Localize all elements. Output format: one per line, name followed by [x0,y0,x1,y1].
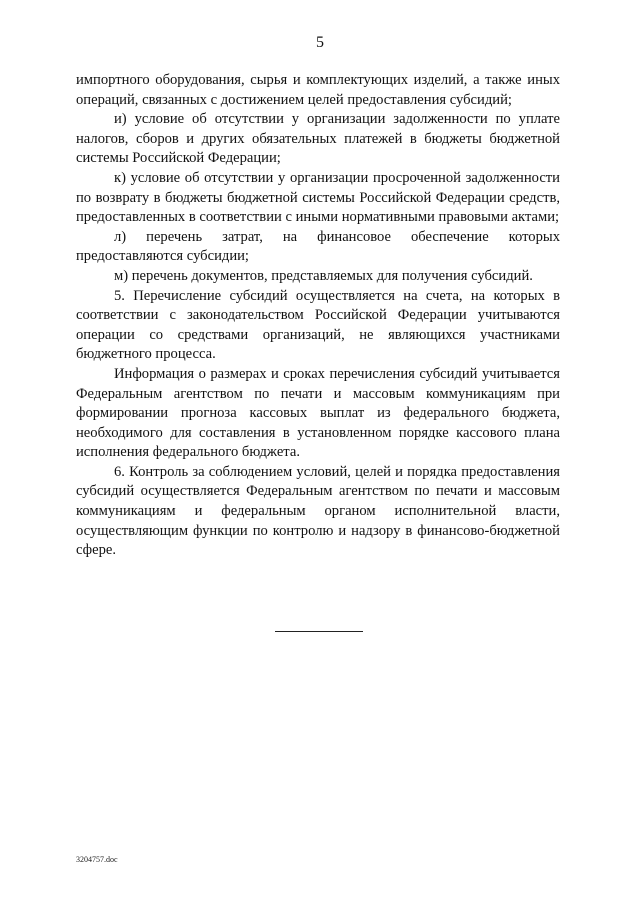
footer-filename: 3204757.doc [76,855,118,864]
document-body [76,71,560,561]
end-of-document-divider [275,631,363,632]
page-number: 5 [316,34,324,51]
paragraph-item-k: к) условие об отсутствии у организации просроченной задолженности по возврату в бюджеты бюджетной системы Российской Федерации средств, предоставленных в соответствии с иными нормативными правовыми актами; [76,169,560,226]
paragraph-information: Информация о размерах и сроках перечисления субсидий учитывается Федеральным агентством по печати и массовым коммуникациям при формировании прогноза кассовых выплат из федерального бюджета, необходимого для составления в установленном порядке кассового плана исполнения федерального бюджета. [76,365,560,461]
paragraph-item-l: л) перечень затрат, на финансовое обеспечение которых предоставляются субсидии; [76,228,560,265]
paragraph-item-i: и) условие об отсутствии у организации задолженности по уплате налогов, сборов и других обязательных платежей в бюджеты бюджетной системы Российской Федерации; [76,111,560,167]
paragraph-clause-5: 5. Перечисление субсидий осуществляется на счета, на которых в соответствии с законодательством Российской Федерации учитываются операции со средствами организаций, не являющихся участниками бюджетного процесса. [76,287,560,363]
paragraph-item-m: м) перечень документов, представляемых для получения субсидий. [114,267,533,284]
paragraph-clause-6: 6. Контроль за соблюдением условий, целей и порядка предоставления субсидий осуществляется Федеральным агентством по печати и массовым коммуникациям и федеральным органом исполнительной власти, осуществляющим функции по контролю и надзору в финансово-бюджетной сфере. [76,463,560,559]
paragraph-continuation: импортного оборудования, сырья и комплектующих изделий, а также иных операций, связанных с достижением целей предоставления субсидий; [76,72,560,108]
